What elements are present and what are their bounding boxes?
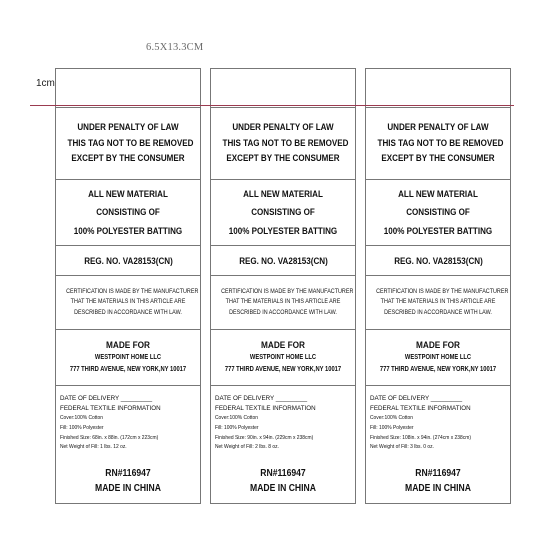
material-line: ALL NEW MATERIAL — [398, 188, 478, 200]
size-label: 6.5X13.3CM — [146, 42, 204, 53]
certification-line: THAT THE MATERIALS IN THIS ARTICLE ARE — [225, 298, 341, 306]
cover-content: Cover:100% Cotton — [370, 415, 413, 421]
certification-line: DESCRIBED IN ACCORDANCE WITH LAW. — [74, 308, 182, 316]
country-of-origin: MADE IN CHINA — [405, 483, 471, 494]
rn-number: RN#116947 — [105, 468, 151, 479]
law-line: UNDER PENALTY OF LAW — [232, 122, 334, 134]
certification-line: THAT THE MATERIALS IN THIS ARTICLE ARE — [380, 298, 496, 306]
textile-info-section — [211, 385, 355, 503]
material-line: CONSISTING OF — [406, 207, 470, 219]
country-of-origin: MADE IN CHINA — [250, 483, 316, 494]
country-of-origin: MADE IN CHINA — [95, 483, 161, 494]
fill-content: Fill: 100% Polyester — [370, 424, 414, 431]
date-of-delivery: DATE OF DELIVERY _________ — [215, 395, 308, 402]
material-line: ALL NEW MATERIAL — [88, 188, 168, 200]
material-line: CONSISTING OF — [251, 207, 315, 219]
certification-line: DESCRIBED IN ACCORDANCE WITH LAW. — [229, 308, 337, 316]
reg-section — [56, 245, 200, 275]
rn-number: RN#116947 — [260, 468, 306, 479]
made-for-section — [56, 329, 200, 385]
reg-number: REG. NO. VA28153(CN) — [238, 255, 328, 266]
net-weight: Net Weight of Fill: 3 lbs. 0 oz. — [370, 444, 434, 451]
reg-section — [211, 245, 355, 275]
company-address: 777 THIRD AVENUE, NEW YORK,NY 10017 — [379, 366, 497, 373]
care-tag-2 — [210, 68, 356, 504]
certification-section — [56, 275, 200, 329]
finished-size: Finished Size: 90in. x 94in. (229cm x 238cm) — [215, 434, 314, 441]
tag-blank-margin — [366, 69, 510, 107]
certification-section — [211, 275, 355, 329]
made-for-heading: MADE FOR — [415, 340, 460, 351]
care-tag-3 — [365, 68, 511, 504]
textile-info-section — [366, 385, 510, 503]
reg-number: REG. NO. VA28153(CN) — [393, 255, 483, 266]
made-for-section — [211, 329, 355, 385]
law-line: EXCEPT BY THE CONSUMER — [226, 153, 340, 165]
federal-info-heading: FEDERAL TEXTILE INFORMATION — [60, 405, 161, 412]
made-for-section — [366, 329, 510, 385]
tag-blank-margin — [211, 69, 355, 107]
company-name: WESTPOINT HOME LLC — [94, 354, 162, 361]
cover-content: Cover:100% Cotton — [215, 415, 258, 421]
law-line: THIS TAG NOT TO BE REMOVED — [67, 137, 194, 149]
law-line: EXCEPT BY THE CONSUMER — [381, 153, 495, 165]
reg-section — [366, 245, 510, 275]
certification-section — [366, 275, 510, 329]
material-line: 100% POLYESTER BATTING — [383, 225, 493, 237]
law-line: THIS TAG NOT TO BE REMOVED — [377, 137, 504, 149]
net-weight: Net Weight of Fill: 1 lbs. 12 oz. — [60, 444, 127, 451]
federal-info-heading: FEDERAL TEXTILE INFORMATION — [370, 405, 471, 412]
certification-line: CERTIFICATION IS MADE BY THE MANUFACTURER — [221, 287, 354, 295]
made-for-heading: MADE FOR — [260, 340, 305, 351]
made-for-heading: MADE FOR — [105, 340, 150, 351]
reg-number: REG. NO. VA28153(CN) — [83, 255, 173, 266]
finished-size: Finished Size: 68in. x 88in. (172cm x 223cm) — [60, 434, 159, 441]
textile-info-section — [56, 385, 200, 503]
cm-label: 1cm — [36, 78, 55, 89]
cover-content: Cover:100% Cotton — [60, 415, 103, 421]
rn-block — [56, 466, 200, 496]
certification-line: DESCRIBED IN ACCORDANCE WITH LAW. — [384, 308, 492, 316]
material-section — [366, 179, 510, 245]
law-section — [56, 107, 200, 179]
law-line: THIS TAG NOT TO BE REMOVED — [222, 137, 349, 149]
law-line: UNDER PENALTY OF LAW — [77, 122, 179, 134]
material-line: 100% POLYESTER BATTING — [73, 225, 183, 237]
fold-guide-line — [30, 105, 514, 106]
law-line: UNDER PENALTY OF LAW — [387, 122, 489, 134]
tag-blank-margin — [56, 69, 200, 107]
care-tag-1 — [55, 68, 201, 504]
material-section — [211, 179, 355, 245]
certification-line: CERTIFICATION IS MADE BY THE MANUFACTURER — [66, 287, 199, 295]
certification-line: THAT THE MATERIALS IN THIS ARTICLE ARE — [70, 298, 186, 306]
material-line: CONSISTING OF — [96, 207, 160, 219]
rn-block — [366, 466, 510, 496]
company-address: 777 THIRD AVENUE, NEW YORK,NY 10017 — [69, 366, 187, 373]
date-of-delivery: DATE OF DELIVERY _________ — [370, 395, 463, 402]
finished-size: Finished Size: 108in. x 94in. (274cm x 238cm) — [370, 434, 471, 441]
federal-info-heading: FEDERAL TEXTILE INFORMATION — [215, 405, 316, 412]
company-name: WESTPOINT HOME LLC — [404, 354, 472, 361]
law-line: EXCEPT BY THE CONSUMER — [71, 153, 185, 165]
law-section — [211, 107, 355, 179]
fill-content: Fill: 100% Polyester — [215, 424, 259, 431]
net-weight: Net Weight of Fill: 2 lbs. 8 oz. — [215, 444, 279, 451]
material-section — [56, 179, 200, 245]
rn-block — [211, 466, 355, 496]
fill-content: Fill: 100% Polyester — [60, 424, 104, 431]
law-section — [366, 107, 510, 179]
date-of-delivery: DATE OF DELIVERY _________ — [60, 395, 153, 402]
company-address: 777 THIRD AVENUE, NEW YORK,NY 10017 — [224, 366, 342, 373]
material-line: ALL NEW MATERIAL — [243, 188, 323, 200]
material-line: 100% POLYESTER BATTING — [228, 225, 338, 237]
rn-number: RN#116947 — [415, 468, 461, 479]
company-name: WESTPOINT HOME LLC — [249, 354, 317, 361]
certification-line: CERTIFICATION IS MADE BY THE MANUFACTURER — [376, 287, 509, 295]
